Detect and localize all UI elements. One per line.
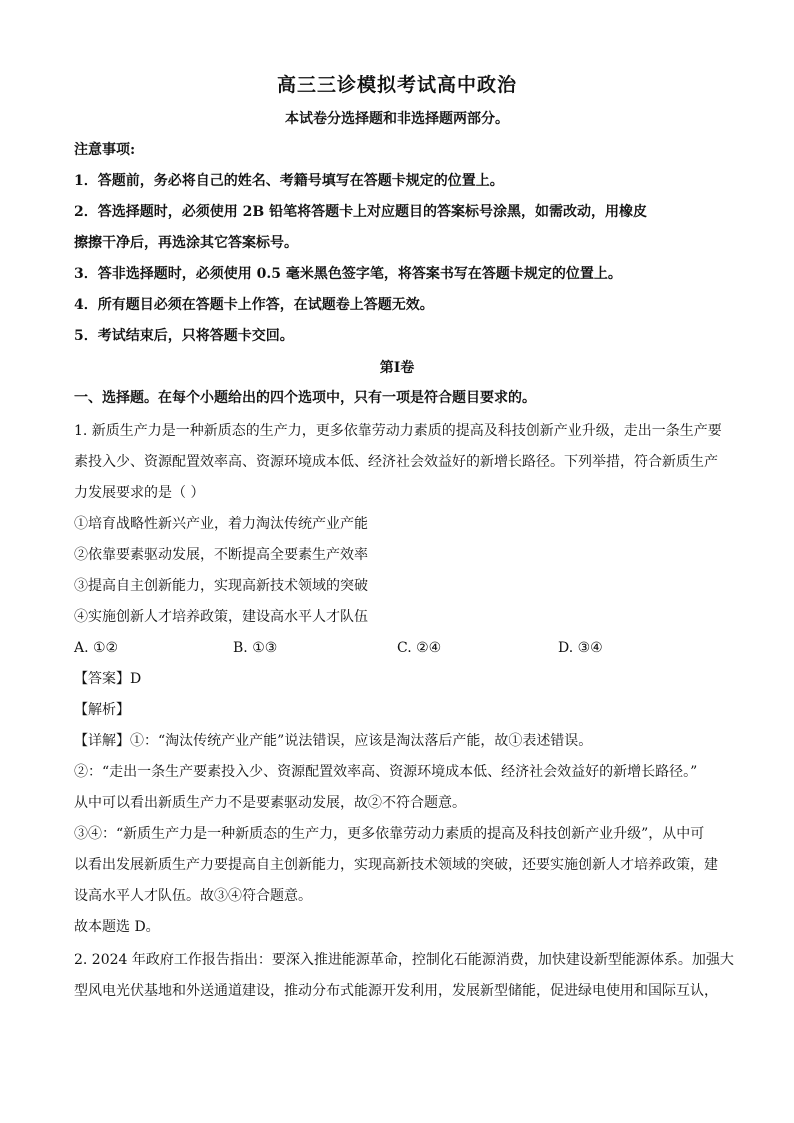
q1-analysis-label: 【解析】 (74, 702, 130, 718)
q2-stem-line: 2. 2024 年政府工作报告指出：要深入推进能源革命，控制化石能源消费，加快建设新型能源体系。加强大 (74, 952, 734, 968)
q1-statement: ①培育战略性新兴产业，着力淘汰传统产业产能 (74, 516, 368, 532)
notice-item: 擦擦干净后，再选涂其它答案标号。 (74, 235, 298, 251)
q1-detail-line: 以看出发展新质生产力要提高自主创新能力，实现高新技术领域的突破，还要实施创新人才培养政策，建 (74, 857, 718, 873)
q1-option-d: D. ③④ (558, 640, 603, 656)
q1-option-c: C. ②④ (397, 640, 442, 656)
q1-detail-line: 故本题选 D。 (74, 919, 160, 935)
q1-option-b: B. ①③ (233, 640, 278, 656)
q1-statement: ④实施创新人才培养政策，建设高水平人才队伍 (74, 609, 368, 625)
q1-detail-line: 从中可以看出新质生产力不是要素驱动发展，故②不符合题意。 (74, 795, 466, 811)
q1-detail-line: ③④：“新质生产力是一种新质态的生产力，更多依靠劳动力素质的提高及科技创新产业升级”，从中可 (74, 826, 705, 842)
notice-item: 1．答题前，务必将自己的姓名、考籍号填写在答题卡规定的位置上。 (74, 173, 504, 189)
notice-heading: 注意事项: (74, 142, 136, 158)
notice-item: 2．答选择题时，必须使用 2B 铅笔将答题卡上对应题目的答案标号涂黑，如需改动，用橡皮 (74, 204, 648, 220)
notice-item: 5．考试结束后，只将答题卡交回。 (74, 328, 294, 344)
notice-item: 3．答非选择题时，必须使用 0.5 毫米黑色签字笔，将答案书写在答题卡规定的位置上。 (74, 266, 622, 282)
part-heading: 一、选择题。在每个小题给出的四个选项中，只有一项是符合题目要求的。 (74, 390, 536, 406)
page-subtitle: 本试卷分选择题和非选择题两部分。 (285, 111, 509, 127)
q1-stem-line: 力发展要求的是（ ） (74, 485, 205, 501)
page-title: 高三三诊模拟考试高中政治 (276, 74, 517, 96)
q1-statement: ②依靠要素驱动发展，不断提高全要素生产效率 (74, 547, 368, 563)
q1-detail-line: ②：“走出一条生产要素投入少、资源配置效率高、资源环境成本低、经济社会效益好的新增长路径。” (74, 764, 698, 780)
q1-detail-line: 【详解】①：“淘汰传统产业产能”说法错误，应该是淘汰落后产能，故①表述错误。 (74, 733, 593, 749)
q1-stem-line: 素投入少、资源配置效率高、资源环境成本低、经济社会效益好的新增长路径。下列举措，符合新质生产 (74, 454, 718, 470)
section-title: 第Ⅰ卷 (379, 360, 415, 376)
q1-stem-line: 1. 新质生产力是一种新质态的生产力，更多依靠劳动力素质的提高及科技创新产业升级，走出一条生产要 (74, 423, 722, 439)
q1-detail-line: 设高水平人才队伍。故③④符合题意。 (74, 888, 312, 904)
q2-stem-line: 型风电光伏基地和外送通道建设，推动分布式能源开发利用，发展新型储能，促进绿电使用和国际互认， (74, 983, 718, 999)
q1-statement: ③提高自主创新能力，实现高新技术领域的突破 (74, 578, 368, 594)
notice-item: 4．所有题目必须在答题卡上作答，在试题卷上答题无效。 (74, 297, 434, 313)
q1-answer: 【答案】D (74, 671, 142, 687)
q1-option-a: A. ①② (74, 640, 119, 656)
